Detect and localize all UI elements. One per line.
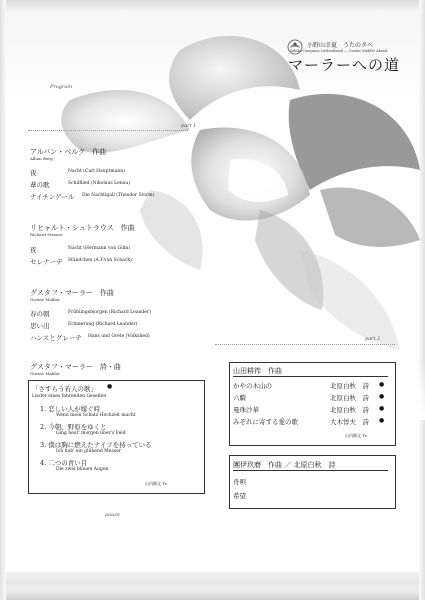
yamada-poet-2: 北原白秋 詩 (330, 394, 369, 402)
dan-heading: 團伊玖磨 作曲 ／ 北原白秋 詩 (233, 461, 336, 469)
part1-label: part 1 (181, 123, 197, 129)
main-title: マーラーへの道 (288, 56, 401, 74)
bullet-icon: ● (379, 393, 385, 400)
dan-song-1: 舟唄 (233, 478, 246, 486)
mahler1-item-3-de: Hans und Grete (Volkslied) (88, 334, 150, 339)
dan-song-2: 希望 (233, 492, 246, 500)
berg-composer-en: Alban Berg (30, 156, 53, 161)
pause-label: pause (105, 512, 120, 518)
top-edge (0, 0, 425, 12)
mahler1-item-2-de: Erinnerung (Richard Leander) (68, 322, 138, 327)
mahler2-composer: グスタフ・マーラー 詩・曲 (30, 363, 121, 371)
yamada-heading-rule (233, 376, 388, 377)
mahler2-song-1-de: Wenn mein Schatz Hochzeit macht (56, 413, 136, 418)
part1-divider (28, 130, 188, 131)
mahler2-song-1-jp: 1. 恋しい人が嫁ぐ時 (40, 405, 101, 413)
berg-item-2-de: Schilflied (Nikolaus Lenau) (68, 181, 131, 186)
mahler2-song-4-de: Die zwei blauen Augen (56, 467, 109, 472)
mahler2-cycle-de: Lieder eines fahrenden Gesellen (32, 394, 107, 399)
mahler2-song-2-de: Ging heut' morgen über's Feld (56, 431, 126, 436)
strauss-item-1-jp: 夜 (30, 246, 37, 254)
mahler2-translator: 山内陽文 Tr. (145, 481, 168, 486)
bullet-icon: ● (107, 383, 113, 390)
mahler2-song-2-jp: 2. 今朝、野原をゆくと (40, 423, 107, 431)
left-edge (0, 0, 6, 600)
yamada-poet-1: 北原白秋 詩 (330, 382, 369, 390)
mahler2-cycle-title: 「さすらう若人の歌」 (32, 385, 97, 393)
yamada-translator: 山内陽文 Tr. (345, 433, 368, 438)
yamada-song-3: 曼珠沙華 (233, 406, 259, 414)
strauss-item-2-jp: セレナーデ (30, 258, 63, 266)
berg-item-3-de: Die Nachtigall (Theodor Storm) (82, 193, 155, 198)
flower-background-image (60, 20, 425, 420)
berg-item-1-de: Nacht (Carl Hauptmann) (68, 169, 125, 174)
part2-label: part 2 (365, 336, 381, 342)
strauss-composer: リヒャルト・シュトラウス 作曲 (30, 224, 135, 232)
mahler1-composer: グスタフ・マーラー 作曲 (30, 289, 114, 297)
strauss-item-1-de: Nacht (Hermann von Gilm) (68, 246, 131, 251)
berg-item-2-jp: 葦の歌 (30, 181, 50, 189)
bullet-icon: ● (379, 405, 385, 412)
mahler2-song-3-jp: 3. 僕は胸に燃えたナイフを持っている (40, 441, 152, 449)
mahler1-item-3-jp: ハンスとグレーテ (30, 334, 82, 342)
strauss-composer-en: Richard Strauss (30, 232, 63, 237)
mahler1-composer-en: Gustav Mahler (30, 297, 60, 302)
yamada-song-2: 六騎 (233, 394, 246, 402)
bottom-decorative-strip (6, 572, 419, 592)
mahler2-composer-en: Gustav Mahler (30, 371, 60, 376)
concert-title: 小野山幸夏 うたのタベ (307, 42, 374, 49)
bullet-icon: ● (379, 417, 385, 424)
part2-divider (215, 344, 395, 345)
mahler1-item-2-jp: 思い出 (30, 322, 50, 330)
program-label: Program (50, 84, 73, 90)
berg-item-1-jp: 夜 (30, 169, 37, 177)
yamada-song-4: みぞれに寄する愛の歌 (233, 418, 298, 426)
mahler2-song-4-jp: 4. 二つの青い目 (40, 459, 88, 467)
strauss-item-2-de: Ständchen (A.F.von Schack) (68, 258, 132, 263)
concert-subtitle: Yukiko Onoyama Liederabend — Gustav Mahler Abend (290, 49, 388, 53)
mahler2-song-3-de: Ich hab' ein glühend Messer (56, 449, 121, 454)
bullet-icon: ● (379, 381, 385, 388)
yamada-poet-3: 北原白秋 詩 (330, 406, 369, 414)
yamada-poet-4: 大木惇夫 詩 (330, 418, 369, 426)
berg-composer: アルバン・ベルク 作曲 (30, 148, 107, 156)
berg-item-3-jp: ナイチンゲール (30, 193, 75, 201)
mahler1-item-1-jp: 春の朝 (30, 310, 50, 318)
mahler1-item-1-de: Frühlingsmorgen (Richard Leander) (68, 310, 151, 315)
dan-heading-rule (233, 470, 388, 471)
yamada-composer: 山田耕筰 作曲 (233, 367, 282, 375)
yamada-song-1: かやの木山の (233, 382, 272, 390)
